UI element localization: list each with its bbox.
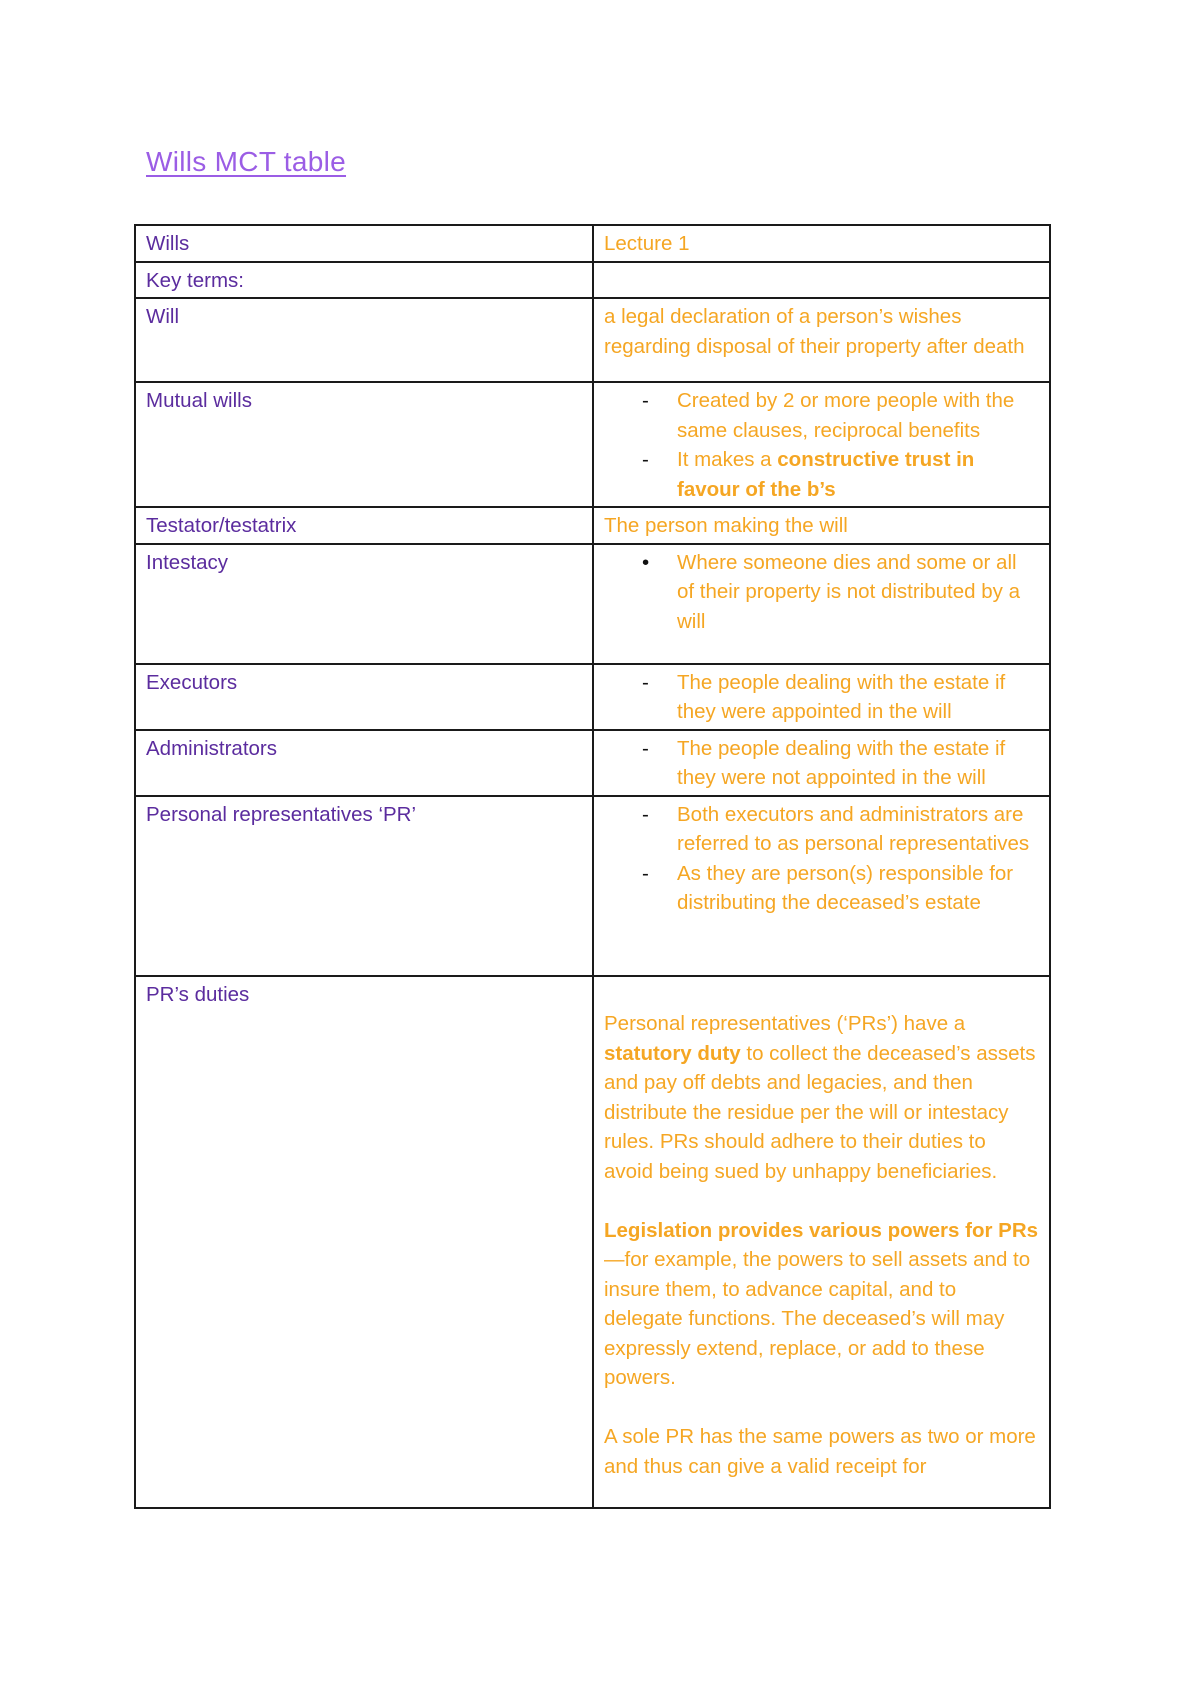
table-row — [135, 382, 1050, 507]
table-header-row — [135, 225, 1050, 262]
key-terms-empty-cell — [593, 262, 1050, 299]
key-terms-row — [135, 262, 1050, 299]
term-cell: Executors — [135, 664, 593, 730]
terms-table — [134, 224, 1051, 1509]
paragraph — [604, 1009, 1039, 1186]
table-row — [135, 976, 1050, 1508]
spacer — [604, 980, 1039, 1010]
definition-list — [604, 734, 1039, 793]
table-row — [135, 507, 1050, 544]
definition-cell: The person making the will — [593, 507, 1050, 544]
list-item-text: As they are person(s) responsible for distributing the deceased’s estate — [677, 861, 1014, 914]
table-row — [135, 730, 1050, 796]
definition-cell — [593, 796, 1050, 976]
list-item-text: The people dealing with the estate if they were appointed in the will — [677, 670, 1006, 723]
table-row — [135, 664, 1050, 730]
dash-marker: - — [642, 736, 649, 760]
term-cell: Administrators — [135, 730, 593, 796]
definition-cell — [593, 730, 1050, 796]
bullet-marker: • — [642, 550, 650, 574]
paragraph — [604, 1216, 1039, 1393]
term-cell: Testator/testatrix — [135, 507, 593, 544]
paragraph-text: —for example, the powers to sell assets and to insure them, to advance capital, and to delegate functions. The deceased’s will may expressly extend, replace, or add to these powers. — [604, 1248, 1031, 1389]
table-row — [135, 298, 1050, 382]
list-item-text: Where someone dies and some or all of their property is not distributed by a will — [677, 550, 1020, 633]
page-title: Wills MCT table — [146, 146, 347, 177]
definition-cell: a legal declaration of a person’s wishes regarding disposal of their property after death — [593, 298, 1050, 382]
paragraph-text: Personal representatives (‘PRs’) have a — [604, 1012, 966, 1035]
list-item-text: Created by 2 or more people with the same clauses, reciprocal benefits — [677, 389, 1015, 442]
dash-marker: - — [642, 448, 649, 471]
table-row — [135, 544, 1050, 664]
definition-list — [604, 800, 1039, 918]
definition-cell — [593, 664, 1050, 730]
bold-text: Legislation provides various powers for PRs — [604, 1218, 1039, 1242]
dash-marker: - — [642, 389, 649, 412]
definition-cell — [593, 544, 1050, 664]
list-item-text: The people dealing with the estate if they were not appointed in the will — [677, 736, 1006, 789]
definition-list — [604, 668, 1039, 727]
paragraph: A sole PR has the same powers as two or more and thus can give a valid receipt for — [604, 1425, 1036, 1478]
definition-cell — [593, 382, 1050, 507]
term-cell: Intestacy — [135, 544, 593, 664]
list-item — [604, 859, 1039, 918]
list-item — [604, 668, 1039, 727]
bold-text: constructive trust in favour of the b’s — [677, 448, 975, 501]
dash-marker: - — [642, 861, 649, 885]
paragraph-text: to collect the deceased’s assets and pay off debts and legacies, and then distribute the residue per the will or intestacy rules. PRs should adhere to their duties to avoid being sued by unhappy beneficiaries. — [604, 1041, 1036, 1183]
header-lecture-cell: Lecture 1 — [593, 225, 1050, 262]
definition-list — [604, 386, 1039, 504]
bold-text: statutory duty — [604, 1041, 741, 1065]
header-wills-cell: Wills — [135, 225, 593, 262]
dash-marker: - — [642, 802, 649, 826]
term-cell: PR’s duties — [135, 976, 593, 1508]
term-cell: Mutual wills — [135, 382, 593, 507]
definition-cell — [593, 976, 1050, 1508]
list-item — [604, 734, 1039, 793]
list-item-text: It makes a — [677, 448, 778, 471]
spacer — [604, 1186, 1039, 1216]
key-terms-label: Key terms: — [135, 262, 593, 299]
list-item — [604, 445, 1039, 504]
table-row — [135, 796, 1050, 976]
list-item-text: Both executors and administrators are referred to as personal representatives — [677, 802, 1030, 855]
term-cell: Personal representatives ‘PR’ — [135, 796, 593, 976]
spacer — [604, 1393, 1039, 1423]
list-item — [604, 800, 1039, 859]
dash-marker: - — [642, 670, 649, 694]
list-item — [604, 548, 1039, 637]
definition-list — [604, 548, 1039, 637]
list-item — [604, 386, 1039, 445]
term-cell: Will — [135, 298, 593, 382]
